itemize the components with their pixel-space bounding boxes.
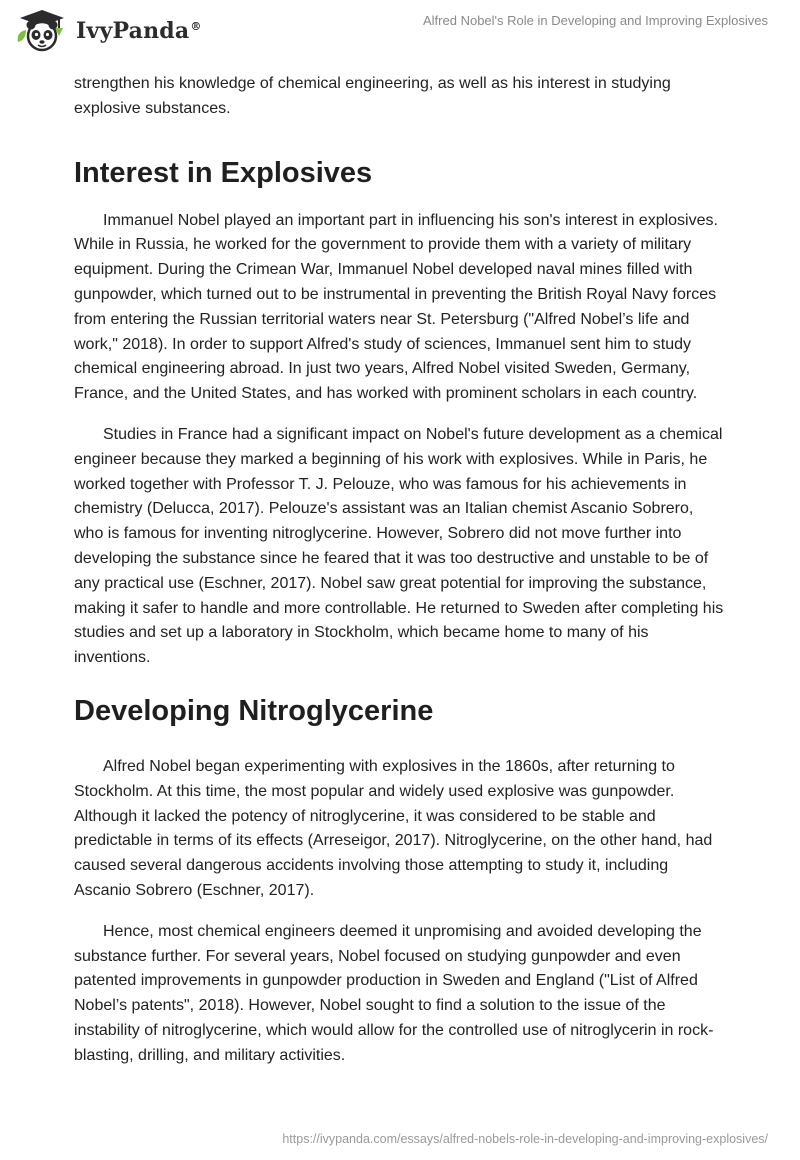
- page-header: [0, 0, 800, 60]
- logo-text: IvyPanda®: [76, 18, 202, 44]
- paragraph: Studies in France had a significant impact on Nobel's future development as a chemical engineer because they marked a beginning of his work with explosives. While in Paris, he worked together with Professor T. J. Pelouze, who was famous for his achievements in chemistry (Delucca, 2017). Pelouze's assistant was an Italian chemist Ascanio Sobrero, who is famous for inventing nitroglycerine. However, Sobrero did not move further into developing the substance since he feared that it was too destructive and unstable to be of any practical use (Eschner, 2017). Nobel saw great potential for improving the substance, making it safer to handle and more controllable. He returned to Sweden after completing his studies and set up a laboratory in Stockholm, which became home to many of his inventions.: [74, 425, 724, 667]
- document-title: Alfred Nobel's Role in Developing and Improving Explosives: [423, 13, 768, 28]
- paragraph-continuation: strengthen his knowledge of chemical engineering, as well as his interest in studying explosive substances.: [74, 75, 671, 117]
- section-heading-interest: Interest in Explosives: [74, 156, 373, 189]
- essay-body: [74, 72, 724, 1085]
- source-url[interactable]: https://ivypanda.com/essays/alfred-nobels-role-in-developing-and-improving-explosives/: [282, 1132, 768, 1146]
- paragraph: Hence, most chemical engineers deemed it unpromising and avoided developing the substance further. For several years, Nobel focused on studying gunpowder and even patented improvements in gunpowder production in Sweden and England ("List of Alfred Nobel’s patents", 2018). However, Nobel sought to find a solution to the issue of the instability of nitroglycerine, which would allow for the controlled use of nitroglycerin in rock-blasting, drilling, and military activities.: [74, 922, 714, 1064]
- section-heading-nitroglycerine: Developing Nitroglycerine: [74, 694, 434, 727]
- paragraph: Alfred Nobel began experimenting with explosives in the 1860s, after returning to Stockholm. At this time, the most popular and widely used explosive was gunpowder. Although it lacked the potency of nitroglycerine, it was considered to be stable and predictable in terms of its effects (Arreseigor, 2017). Nitroglycerine, on the other hand, had caused several dangerous accidents involving those attempting to study it, including Ascanio Sobrero (Eschner, 2017).: [74, 757, 713, 899]
- ivypanda-logo[interactable]: [14, 8, 202, 54]
- paragraph: Immanuel Nobel played an important part in influencing his son's interest in explosives. While in Russia, he worked for the government to provide them with a variety of military equipment. During the Crimean War, Immanuel Nobel developed naval mines filled with gunpowder, which turned out to be instrumental in preventing the British Royal Navy forces from entering the Russian territorial waters near St. Petersburg ("Alfred Nobel’s life and work," 2018). In order to support Alfred's study of sciences, Immanuel sent him to study chemical engineering abroad. In just two years, Alfred Nobel visited Sweden, Germany, France, and the United States, and has worked with prominent scholars in each country.: [74, 211, 718, 403]
- panda-graduate-icon: [14, 8, 70, 54]
